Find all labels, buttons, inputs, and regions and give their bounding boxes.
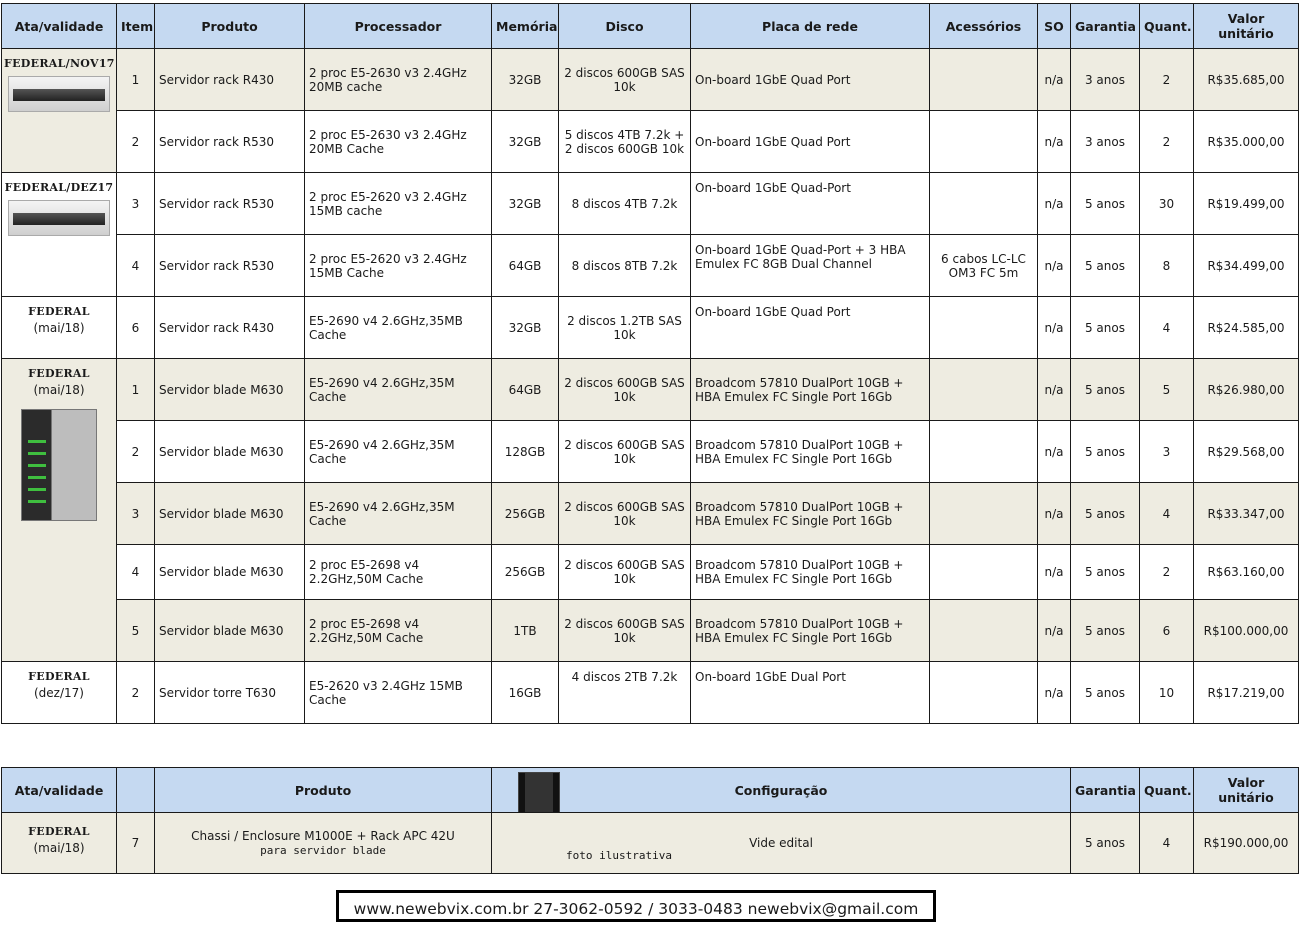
header-quant: Quant. xyxy=(1140,4,1194,49)
header-garantia: Garantia xyxy=(1071,768,1140,813)
garantia-cell: 5 anos xyxy=(1071,359,1140,421)
quant-cell: 4 xyxy=(1140,813,1194,874)
placa-rede-cell: On-board 1GbE Quad-Port xyxy=(691,173,930,235)
table-row xyxy=(2,359,1299,421)
disco-cell: 2 discos 600GB SAS 10k xyxy=(559,49,691,111)
item-cell: 1 xyxy=(117,49,155,111)
header-produto: Produto xyxy=(155,768,492,813)
header-so: SO xyxy=(1038,4,1071,49)
item-cell: 4 xyxy=(117,545,155,600)
placa-rede-cell: Broadcom 57810 DualPort 10GB + HBA Emulex FC Single Port 16Gb xyxy=(691,600,930,662)
memoria-cell: 32GB xyxy=(492,111,559,173)
acessorios-cell xyxy=(930,662,1038,724)
quant-cell: 4 xyxy=(1140,297,1194,359)
so-cell: n/a xyxy=(1038,600,1071,662)
processador-cell: E5-2690 v4 2.6GHz,35M Cache xyxy=(305,359,492,421)
table-row xyxy=(2,173,1299,235)
item-cell: 3 xyxy=(117,483,155,545)
disco-cell: 2 discos 600GB SAS 10k xyxy=(559,421,691,483)
produto-cell: Servidor rack R530 xyxy=(155,173,305,235)
produto-cell xyxy=(155,813,492,874)
disco-cell: 2 discos 600GB SAS 10k xyxy=(559,545,691,600)
processador-cell: 2 proc E5-2630 v3 2.4GHz 20MB cache xyxy=(305,49,492,111)
disco-cell: 5 discos 4TB 7.2k + 2 discos 600GB 10k xyxy=(559,111,691,173)
produto-cell: Servidor rack R530 xyxy=(155,111,305,173)
garantia-cell: 5 anos xyxy=(1071,235,1140,297)
valor-cell: R$63.160,00 xyxy=(1194,545,1299,600)
so-cell: n/a xyxy=(1038,359,1071,421)
header-configuracao xyxy=(492,768,1071,813)
garantia-cell: 5 anos xyxy=(1071,545,1140,600)
quant-cell: 30 xyxy=(1140,173,1194,235)
memoria-cell: 32GB xyxy=(492,173,559,235)
disco-cell: 8 discos 8TB 7.2k xyxy=(559,235,691,297)
config-cell xyxy=(492,813,1071,874)
garantia-cell: 5 anos xyxy=(1071,813,1140,874)
valor-cell: R$29.568,00 xyxy=(1194,421,1299,483)
item-cell: 7 xyxy=(117,813,155,874)
header-valor: Valor unitário xyxy=(1194,4,1299,49)
so-cell: n/a xyxy=(1038,173,1071,235)
item-cell: 2 xyxy=(117,111,155,173)
header-memoria: Memória xyxy=(492,4,559,49)
ata-name: FEDERAL xyxy=(28,367,90,380)
item-cell: 3 xyxy=(117,173,155,235)
item-cell: 4 xyxy=(117,235,155,297)
table-row xyxy=(2,483,1299,545)
acessorios-cell xyxy=(930,173,1038,235)
placa-rede-cell: Broadcom 57810 DualPort 10GB + HBA Emulex FC Single Port 16Gb xyxy=(691,421,930,483)
header-garantia: Garantia xyxy=(1071,4,1140,49)
table-row xyxy=(2,813,1299,874)
produto-cell: Servidor blade M630 xyxy=(155,359,305,421)
quant-cell: 6 xyxy=(1140,600,1194,662)
produto-cell: Servidor rack R530 xyxy=(155,235,305,297)
item-cell: 6 xyxy=(117,297,155,359)
quant-cell: 2 xyxy=(1140,111,1194,173)
enclosure-rack-image xyxy=(518,772,560,813)
placa-rede-cell: On-board 1GbE Quad Port xyxy=(691,111,930,173)
placa-rede-cell: Broadcom 57810 DualPort 10GB + HBA Emulex FC Single Port 16Gb xyxy=(691,545,930,600)
placa-rede-cell: On-board 1GbE Quad-Port + 3 HBA Emulex FC 8GB Dual Channel xyxy=(691,235,930,297)
acessorios-cell xyxy=(930,49,1038,111)
processador-cell: E5-2690 v4 2.6GHz,35MB Cache xyxy=(305,297,492,359)
memoria-cell: 32GB xyxy=(492,49,559,111)
valor-cell: R$100.000,00 xyxy=(1194,600,1299,662)
produto-cell: Servidor blade M630 xyxy=(155,483,305,545)
item-cell: 1 xyxy=(117,359,155,421)
produto-cell: Servidor blade M630 xyxy=(155,600,305,662)
disco-cell: 2 discos 600GB SAS 10k xyxy=(559,359,691,421)
table-row xyxy=(2,235,1299,297)
disco-cell: 2 discos 600GB SAS 10k xyxy=(559,600,691,662)
table-row xyxy=(2,662,1299,724)
foto-label: foto ilustrativa xyxy=(566,849,672,862)
garantia-cell: 5 anos xyxy=(1071,662,1140,724)
so-cell: n/a xyxy=(1038,662,1071,724)
so-cell: n/a xyxy=(1038,49,1071,111)
disco-cell: 4 discos 2TB 7.2k xyxy=(559,662,691,724)
table-row xyxy=(2,600,1299,662)
acessorios-cell xyxy=(930,600,1038,662)
table-row xyxy=(2,545,1299,600)
acessorios-cell xyxy=(930,545,1038,600)
header-disco: Disco xyxy=(559,4,691,49)
memoria-cell: 256GB xyxy=(492,483,559,545)
header-placa-rede: Placa de rede xyxy=(691,4,930,49)
processador-cell: E5-2620 v3 2.4GHz 15MB Cache xyxy=(305,662,492,724)
ata-name: FEDERAL xyxy=(28,670,90,683)
header-configuracao-label: Configuração xyxy=(734,782,828,798)
disco-cell: 2 discos 1.2TB SAS 10k xyxy=(559,297,691,359)
processador-cell: 2 proc E5-2620 v3 2.4GHz 15MB Cache xyxy=(305,235,492,297)
garantia-cell: 5 anos xyxy=(1071,600,1140,662)
header-ata: Ata/validade xyxy=(2,4,117,49)
valor-cell: R$190.000,00 xyxy=(1194,813,1299,874)
quant-cell: 3 xyxy=(1140,421,1194,483)
memoria-cell: 16GB xyxy=(492,662,559,724)
ata-cell xyxy=(2,297,117,359)
ata-date: (dez/17) xyxy=(34,686,84,700)
item-cell: 2 xyxy=(117,421,155,483)
rack-server-image xyxy=(8,200,110,236)
garantia-cell: 5 anos xyxy=(1071,421,1140,483)
ata-cell xyxy=(2,662,117,724)
produto-sub: para servidor blade xyxy=(260,844,386,857)
so-cell: n/a xyxy=(1038,421,1071,483)
disco-cell: 8 discos 4TB 7.2k xyxy=(559,173,691,235)
acessorios-cell xyxy=(930,359,1038,421)
header-row xyxy=(2,768,1299,813)
enclosure-table xyxy=(1,767,1299,874)
processador-cell: E5-2690 v4 2.6GHz,35M Cache xyxy=(305,421,492,483)
blade-server-image xyxy=(21,409,97,521)
memoria-cell: 64GB xyxy=(492,359,559,421)
produto-cell: Servidor rack R430 xyxy=(155,49,305,111)
memoria-cell: 128GB xyxy=(492,421,559,483)
garantia-cell: 5 anos xyxy=(1071,297,1140,359)
so-cell: n/a xyxy=(1038,483,1071,545)
processador-cell: 2 proc E5-2620 v3 2.4GHz 15MB cache xyxy=(305,173,492,235)
quant-cell: 8 xyxy=(1140,235,1194,297)
valor-cell: R$19.499,00 xyxy=(1194,173,1299,235)
so-cell: n/a xyxy=(1038,297,1071,359)
quant-cell: 5 xyxy=(1140,359,1194,421)
table-row xyxy=(2,297,1299,359)
garantia-cell: 3 anos xyxy=(1071,111,1140,173)
ata-cell xyxy=(2,813,117,874)
placa-rede-cell: Broadcom 57810 DualPort 10GB + HBA Emulex FC Single Port 16Gb xyxy=(691,483,930,545)
header-quant: Quant. xyxy=(1140,768,1194,813)
quant-cell: 4 xyxy=(1140,483,1194,545)
table-row xyxy=(2,421,1299,483)
acessorios-cell xyxy=(930,421,1038,483)
config-text: Vide edital xyxy=(749,836,813,850)
quant-cell: 2 xyxy=(1140,545,1194,600)
table-row xyxy=(2,49,1299,111)
valor-cell: R$35.000,00 xyxy=(1194,111,1299,173)
header-produto: Produto xyxy=(155,4,305,49)
processador-cell: E5-2690 v4 2.6GHz,35M Cache xyxy=(305,483,492,545)
memoria-cell: 256GB xyxy=(492,545,559,600)
products-table xyxy=(1,3,1299,724)
processador-cell: 2 proc E5-2630 v3 2.4GHz 20MB Cache xyxy=(305,111,492,173)
garantia-cell: 3 anos xyxy=(1071,49,1140,111)
acessorios-cell xyxy=(930,111,1038,173)
quant-cell: 2 xyxy=(1140,49,1194,111)
table-row xyxy=(2,111,1299,173)
so-cell: n/a xyxy=(1038,545,1071,600)
ata-name: FEDERAL xyxy=(28,305,90,318)
ata-cell xyxy=(2,173,117,297)
ata-date: (mai/18) xyxy=(33,321,85,335)
produto-cell: Servidor blade M630 xyxy=(155,421,305,483)
acessorios-cell xyxy=(930,297,1038,359)
valor-cell: R$35.685,00 xyxy=(1194,49,1299,111)
garantia-cell: 5 anos xyxy=(1071,173,1140,235)
produto-text: Chassi / Enclosure M1000E + Rack APC 42U xyxy=(191,829,455,843)
ata-date: (mai/18) xyxy=(33,383,85,397)
item-cell: 5 xyxy=(117,600,155,662)
so-cell: n/a xyxy=(1038,111,1071,173)
placa-rede-cell: On-board 1GbE Quad Port xyxy=(691,297,930,359)
acessorios-cell xyxy=(930,483,1038,545)
produto-cell: Servidor rack R430 xyxy=(155,297,305,359)
processador-cell: 2 proc E5-2698 v4 2.2GHz,50M Cache xyxy=(305,545,492,600)
rack-server-image xyxy=(8,76,110,112)
item-cell: 2 xyxy=(117,662,155,724)
placa-rede-cell: Broadcom 57810 DualPort 10GB + HBA Emulex FC Single Port 16Gb xyxy=(691,359,930,421)
produto-cell: Servidor torre T630 xyxy=(155,662,305,724)
produto-cell: Servidor blade M630 xyxy=(155,545,305,600)
processador-cell: 2 proc E5-2698 v4 2.2GHz,50M Cache xyxy=(305,600,492,662)
so-cell: n/a xyxy=(1038,235,1071,297)
header-item xyxy=(117,768,155,813)
valor-cell: R$24.585,00 xyxy=(1194,297,1299,359)
placa-rede-cell: On-board 1GbE Dual Port xyxy=(691,662,930,724)
valor-cell: R$34.499,00 xyxy=(1194,235,1299,297)
ata-date: (mai/18) xyxy=(33,841,85,855)
header-ata: Ata/validade xyxy=(2,768,117,813)
valor-cell: R$17.219,00 xyxy=(1194,662,1299,724)
header-acessorios: Acessórios xyxy=(930,4,1038,49)
ata-cell xyxy=(2,49,117,173)
ata-name: FEDERAL/NOV17 xyxy=(4,57,115,70)
header-processador: Processador xyxy=(305,4,492,49)
disco-cell: 2 discos 600GB SAS 10k xyxy=(559,483,691,545)
ata-name: FEDERAL/DEZ17 xyxy=(4,181,114,194)
header-item: Item xyxy=(117,4,155,49)
placa-rede-cell: On-board 1GbE Quad Port xyxy=(691,49,930,111)
header-row xyxy=(2,4,1299,49)
memoria-cell: 32GB xyxy=(492,297,559,359)
garantia-cell: 5 anos xyxy=(1071,483,1140,545)
contact-footer: www.newebvix.com.br 27-3062-0592 / 3033-0483 newebvix@gmail.com xyxy=(336,890,936,922)
quant-cell: 10 xyxy=(1140,662,1194,724)
memoria-cell: 64GB xyxy=(492,235,559,297)
memoria-cell: 1TB xyxy=(492,600,559,662)
valor-cell: R$26.980,00 xyxy=(1194,359,1299,421)
valor-cell: R$33.347,00 xyxy=(1194,483,1299,545)
ata-cell xyxy=(2,359,117,662)
header-valor: Valor unitário xyxy=(1194,768,1299,813)
ata-name: FEDERAL xyxy=(28,825,90,838)
acessorios-cell: 6 cabos LC-LC OM3 FC 5m xyxy=(930,235,1038,297)
